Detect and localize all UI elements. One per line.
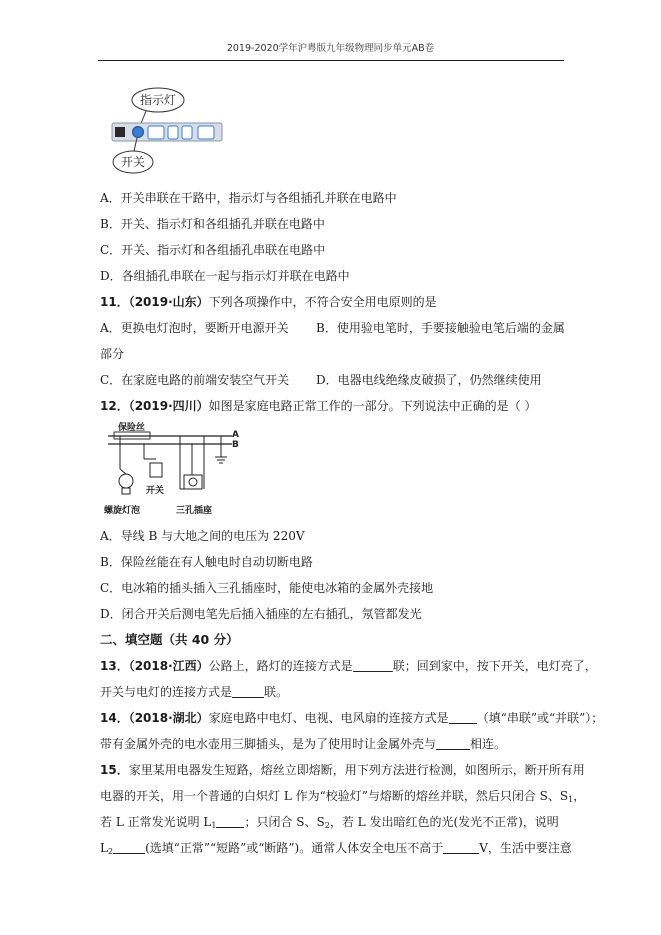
bulb-label: 螺旋灯泡: [104, 506, 141, 516]
q14-blank-2[interactable]: [436, 737, 470, 750]
q15-text4c: V，生活中要注意: [479, 841, 572, 855]
q13-text2: 联；回到家中，按下开关，电灯亮了，: [392, 659, 597, 673]
q14-number: 14．: [100, 711, 129, 725]
section-title: 二、填空题（共 40 分）: [100, 632, 239, 647]
header-rule: [98, 60, 564, 61]
q11-option-d: D．电器电线绝缘皮破损了，仍然继续使用: [316, 373, 542, 387]
wire-a-label: A: [232, 430, 239, 440]
q15-line2: [100, 788, 585, 808]
q14-source: （2018·湖北）: [128, 711, 209, 725]
q13-text1: 公路上，路灯的连接方式是: [208, 659, 353, 673]
q13-line1: [100, 658, 597, 674]
q15-text3b: ；只闭合 S、S: [244, 815, 325, 829]
q14-text1: 家庭电路中电灯、电视、电风扇的连接方式是: [208, 711, 449, 725]
q15-text3a: 若 L 正常发光说明 L: [100, 815, 212, 829]
q12-option-a: A．导线 B 与大地之间的电压为 220V: [100, 529, 305, 543]
q13-source: （2018·江西）: [128, 659, 209, 673]
q15-line1: [100, 762, 585, 778]
wire-b-label: B: [232, 440, 239, 450]
q15-text1: 家里某用电器发生短路，熔丝立即熔断，用下列方法进行检测，如图所示，断开所有用: [128, 763, 585, 777]
q15-blank-2[interactable]: [113, 841, 145, 854]
q10-option-b: B．开关、指示灯和各组插孔并联在电路中: [100, 217, 325, 231]
q15-text4b: (选填“正常”“短路”或“断路”)。通常人体安全电压不高于: [145, 841, 444, 855]
q12-option-d: D．闭合开关后测电笔先后插入插座的左右插孔，氖管都发光: [100, 607, 422, 621]
q13-number: 13．: [100, 659, 129, 673]
q15-sub-s1: 1: [568, 795, 574, 804]
q15-sub-s2: 2: [324, 821, 330, 830]
q15-line4: [100, 840, 572, 860]
q15-blank-3[interactable]: [443, 841, 479, 854]
q14-line1: [100, 710, 603, 726]
q14-blank-1[interactable]: [449, 711, 477, 724]
q12-stem: [100, 398, 537, 414]
q11-stem: [100, 294, 437, 310]
q13-text3: 开关与电灯的连接方式是: [100, 685, 233, 699]
power-strip-figure: [108, 86, 228, 176]
indicator-label: 指示灯: [139, 93, 177, 107]
q13-blank-2[interactable]: [232, 685, 264, 698]
q12-option-c: C．电冰箱的插头插入三孔插座时，能使电冰箱的金属外壳接地: [100, 581, 434, 595]
q11-source: （2019·山东）: [128, 295, 209, 309]
page-header: 2019-2020学年沪粤版九年级物理同步单元AB卷: [226, 43, 435, 54]
q11-option-a: A．更换电灯泡时，要断开电源开关: [100, 321, 289, 335]
q12-option-b: B．保险丝能在有人触电时自动切断电路: [100, 555, 313, 569]
q10-option-a: A．开关串联在干路中，指示灯与各组插孔并联在电路中: [100, 191, 397, 205]
switch-label: 开关: [120, 155, 146, 169]
q15-blank-1[interactable]: [216, 815, 244, 828]
q15-text4a: L: [100, 841, 108, 855]
q15-text2-end: ，: [573, 789, 586, 803]
q14-text4: 相连。: [470, 737, 507, 751]
q14-line2: [100, 736, 506, 752]
q14-text3: 带有金属外壳的电水壶用三脚插头，是为了使用时让金属外壳与: [100, 737, 437, 751]
q15-text3c: ，若 L 发出暗红色的光(发光不正常)，说明: [329, 815, 559, 829]
q15-sub-l1: 1: [211, 821, 217, 830]
socket-label: 三孔插座: [176, 506, 213, 516]
q11-text: 下列各项操作中，不符合安全用电原则的是: [208, 295, 437, 309]
q12-source: （2019·四川）: [128, 399, 209, 413]
q11-option-b: B．使用验电笔时，手要接触验电笔后端的金属: [316, 321, 565, 335]
q12-text: 如图是家庭电路正常工作的一部分。下列说法中正确的是（ ）: [208, 399, 537, 413]
q11-option-c: C．在家庭电路的前端安装空气开关: [100, 373, 290, 387]
q13-text4: 联。: [264, 685, 289, 699]
q15-sub-l2: 2: [107, 847, 114, 856]
q13-blank-1[interactable]: [353, 659, 393, 672]
q14-text2: （填“串联”或“并联”）；: [476, 711, 604, 725]
household-circuit-figure: [104, 419, 244, 519]
fuse-label: 保险丝: [118, 423, 146, 433]
q15-number: 15．: [100, 763, 129, 777]
circuit-switch-label: 开关: [146, 486, 165, 496]
q15-line3: [100, 814, 559, 834]
q15-text2: 电器的开关，用一个普通的白炽灯 L 作为“校验灯”与熔断的熔丝并联，然后只闭合 S、S: [100, 789, 569, 803]
q10-option-d: D．各组插孔串联在一起与指示灯并联在电路中: [100, 269, 350, 283]
q11-option-b-cont: 部分: [100, 347, 125, 361]
q12-number: 12．: [100, 399, 129, 413]
q11-number: 11．: [100, 295, 129, 309]
q10-option-c: C．开关、指示灯和各组插孔串联在电路中: [100, 243, 326, 257]
q13-line2: [100, 684, 288, 700]
